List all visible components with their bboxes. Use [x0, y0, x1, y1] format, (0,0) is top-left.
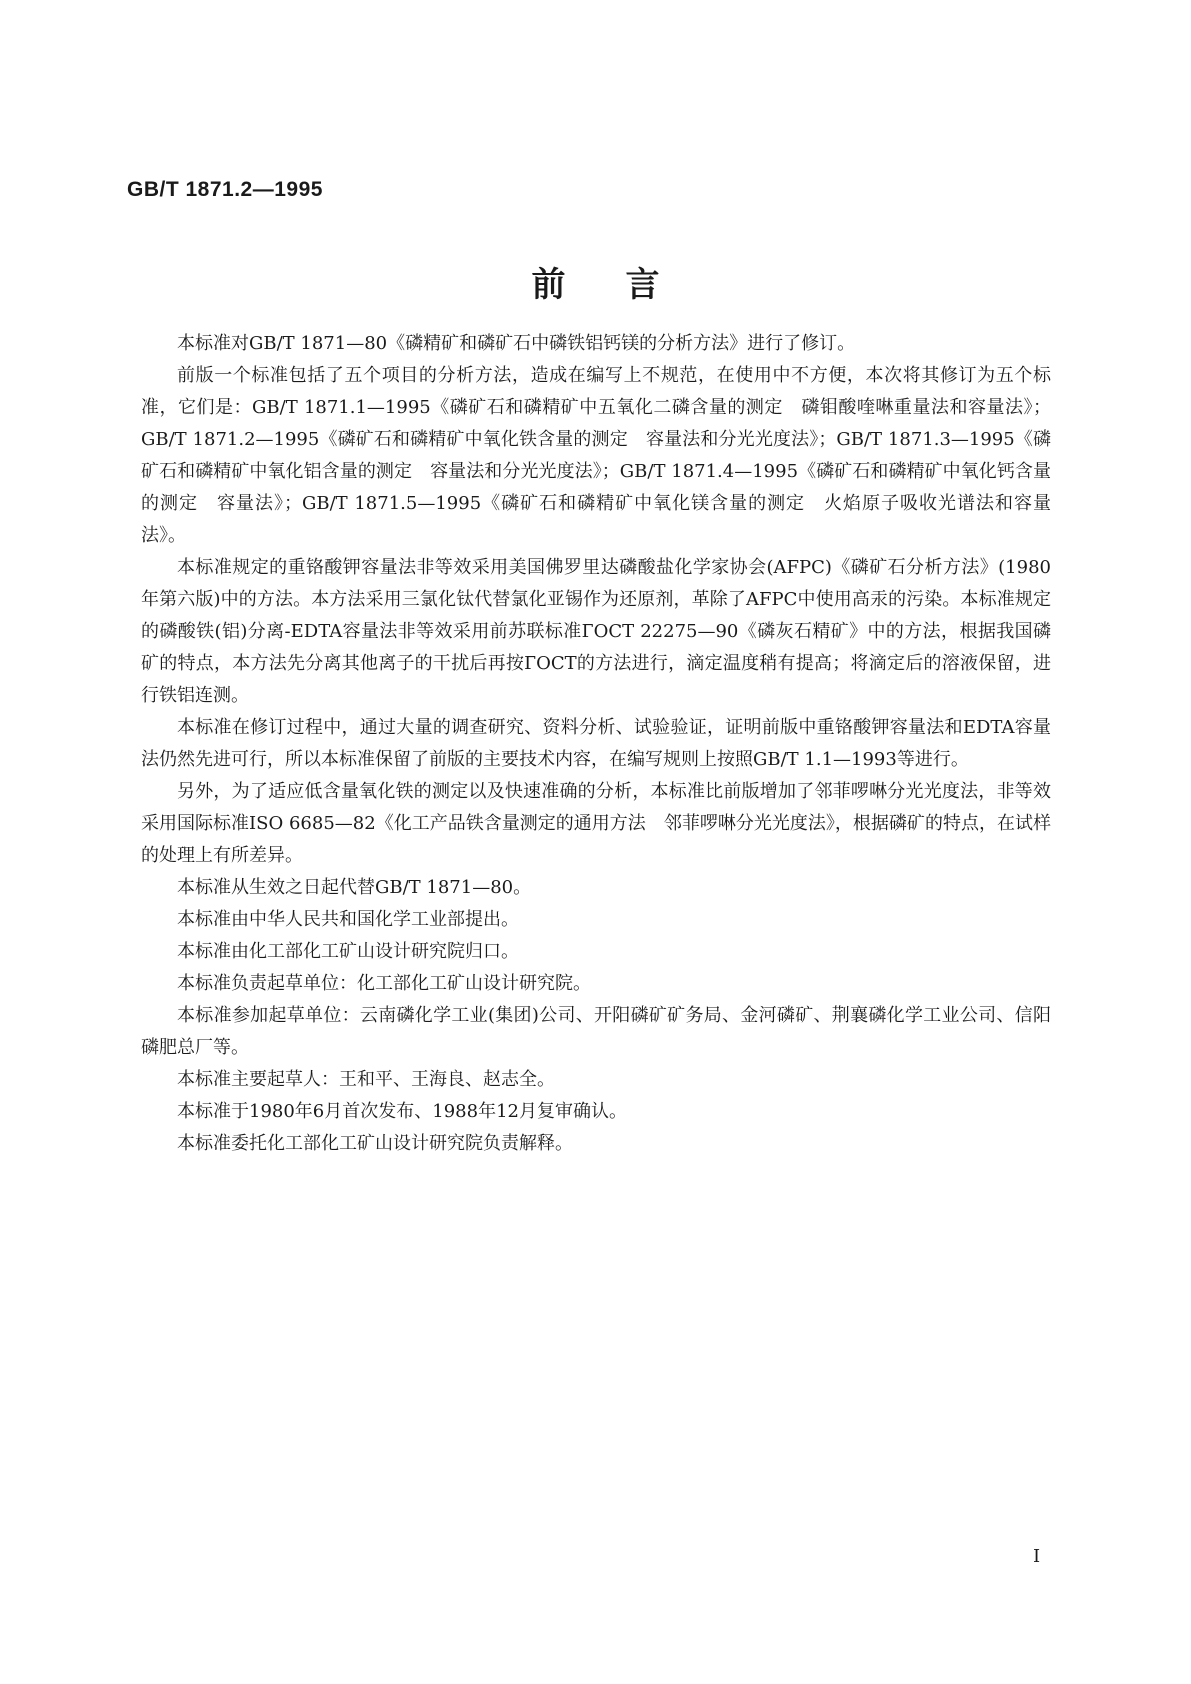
- paragraph: 前版一个标准包括了五个项目的分析方法，造成在编写上不规范，在使用中不方便，本次将其修订为五个标准，它们是：GB/T 1871.1—1995《磷矿石和磷精矿中五氧化二磷含量的测定 磷钼酸喹啉重量法和容量法》；GB/T 1871.2—1995《磷矿石和磷精矿中氧化铁含量的测定 容量法和分光光度法》；GB/T 1871.3—1995《磷矿石和磷精矿中氧化铝含量的测定 容量法和分光光度法》；GB/T 1871.4—1995《磷矿石和磷精矿中氧化钙含量的测定 容量法》；GB/T 1871.5—1995《磷矿石和磷精矿中氧化镁含量的测定 火焰原子吸收光谱法和容量法》。: [141, 365, 1051, 546]
- paragraph: 本标准由化工部化工矿山设计研究院归口。: [177, 941, 519, 962]
- paragraph: 本标准负责起草单位：化工部化工矿山设计研究院。: [177, 973, 591, 994]
- paragraph: 本标准在修订过程中，通过大量的调查研究、资料分析、试验验证，证明前版中重铬酸钾容量法和EDTA容量法仍然先进可行，所以本标准保留了前版的主要技术内容，在编写规则上按照GB/T 1.1—1993等进行。: [141, 717, 1051, 770]
- paragraph: 本标准对GB/T 1871—80《磷精矿和磷矿石中磷铁铝钙镁的分析方法》进行了修订。: [177, 333, 856, 354]
- paragraph: 本标准主要起草人：王和平、王海良、赵志全。: [177, 1069, 555, 1090]
- paragraph: 本标准由中华人民共和国化学工业部提出。: [177, 909, 519, 930]
- paragraph: 本标准规定的重铬酸钾容量法非等效采用美国佛罗里达磷酸盐化学家协会(AFPC)《磷矿石分析方法》(1980年第六版)中的方法。本方法采用三氯化钛代替氯化亚锡作为还原剂，革除了AFPC中使用高汞的污染。本标准规定的磷酸铁(铝)分离-EDTA容量法非等效采用前苏联标准ГОСТ 22275—90《磷灰石精矿》中的方法，根据我国磷矿的特点，本方法先分离其他离子的干扰后再按ГОСТ的方法进行，滴定温度稍有提高；将滴定后的溶液保留，进行铁铝连测。: [141, 557, 1051, 706]
- foreword-body: [141, 328, 1051, 1160]
- paragraph: 本标准参加起草单位：云南磷化学工业(集团)公司、开阳磷矿矿务局、金河磷矿、荆襄磷化学工业公司、信阳磷肥总厂等。: [141, 1005, 1051, 1058]
- paragraph: 本标准委托化工部化工矿山设计研究院负责解释。: [177, 1133, 573, 1154]
- standard-code: GB/T 1871.2—1995: [127, 178, 323, 201]
- paragraph: 另外，为了适应低含量氧化铁的测定以及快速准确的分析，本标准比前版增加了邻菲啰啉分光光度法，非等效采用国际标准ISO 6685—82《化工产品铁含量测定的通用方法 邻菲啰啉分光光度法》，根据磷矿的特点，在试样的处理上有所差异。: [141, 781, 1051, 866]
- paragraph: 本标准于1980年6月首次发布、1988年12月复审确认。: [177, 1101, 627, 1122]
- page-title: 前言: [531, 265, 720, 305]
- paragraph: 本标准从生效之日起代替GB/T 1871—80。: [177, 877, 532, 898]
- page-number: I: [1033, 1546, 1041, 1567]
